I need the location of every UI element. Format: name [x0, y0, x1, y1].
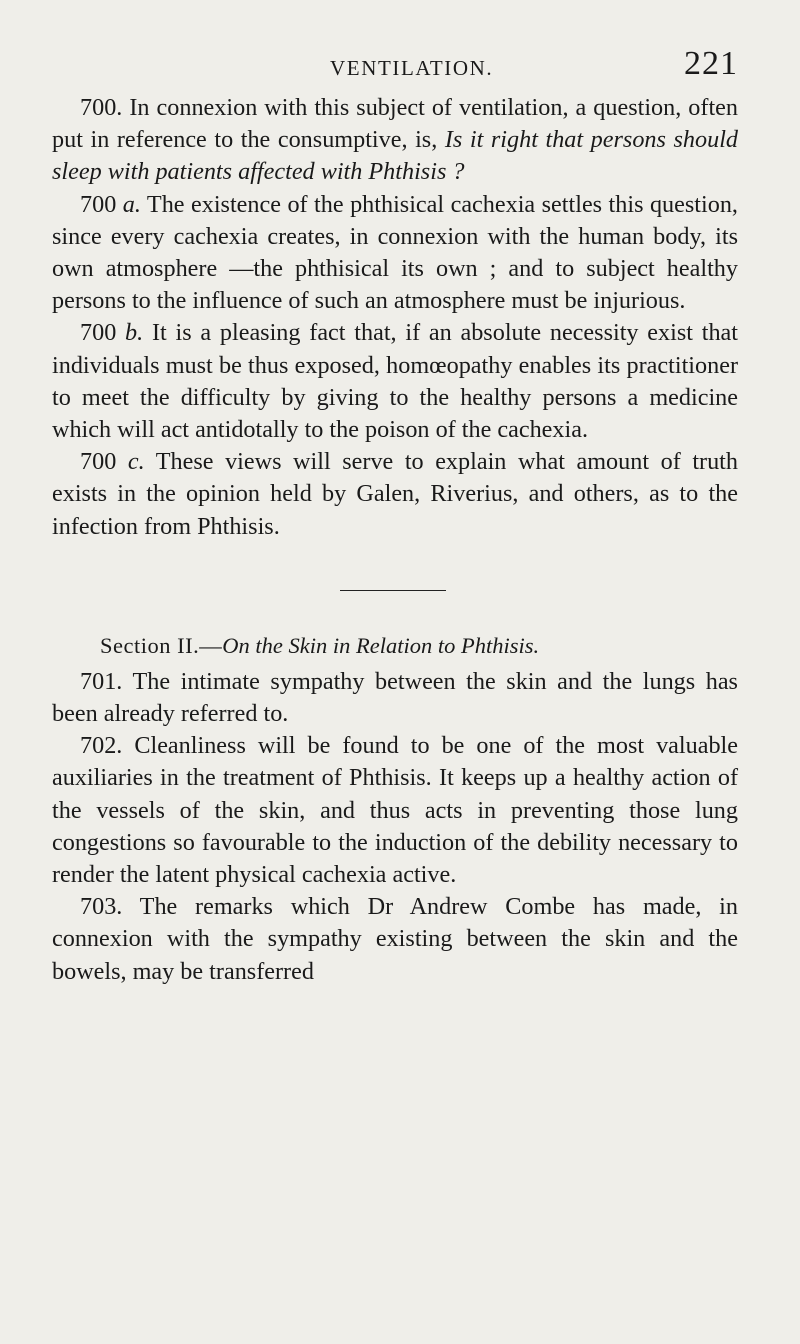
section-label: Section II.—: [100, 632, 223, 658]
paragraph-number: 703.: [80, 893, 123, 921]
paragraph-number: 700: [80, 448, 117, 476]
paragraph-700c: [52, 446, 738, 543]
paragraph-text: In connexion with this subject of ventilation, a question, often put in reference to the consumptive, is,: [52, 94, 739, 154]
question-text: Is it right that persons should sleep with patients affected with Phthisis ?: [52, 126, 739, 186]
paragraph-number: 700: [80, 190, 117, 218]
paragraph-letter: c.: [127, 448, 145, 476]
book-page: [52, 44, 738, 988]
running-head: [52, 44, 738, 92]
paragraph-text: The remarks which Dr Andrew Combe has made, in connexion with the sympathy existing between the skin and the bowels, may be transferred: [52, 893, 738, 985]
paragraph-number: 700: [80, 319, 117, 347]
paragraph-number: 702.: [80, 732, 123, 760]
paragraph-letter: b.: [125, 319, 144, 347]
running-title: VENTILATION.: [330, 56, 494, 80]
section-divider: [340, 590, 446, 591]
paragraph-text: The existence of the phthisical cachexia settles this question, since every cachexia creates, in connexion with the human body, its own atmosphere —the phthisical its own ; and to subject healthy persons to the influence of such an atmosphere must be injurious.: [52, 190, 738, 315]
paragraph-text: Cleanliness will be found to be one of the most valuable auxiliaries in the treatment of Phthisis. It keeps up a healthy action of the vessels of the skin, and thus acts in preventing those lung congestions so favourable to the induction of the debility necessary to render the latent physical cachexia active.: [52, 732, 739, 889]
paragraph-703: [52, 891, 738, 988]
paragraph-text: The intimate sympathy between the skin and the lungs has been already referred to.: [52, 667, 738, 728]
paragraph-702: [52, 730, 738, 891]
section-heading: [52, 630, 738, 662]
paragraph-letter: a.: [122, 190, 141, 218]
page-number: 221: [684, 45, 738, 82]
paragraph-701: [52, 666, 738, 730]
paragraph-text: These views will serve to explain what amount of truth exists in the opinion held by Galen, Riverius, and others, as to the infection from Phthisis.: [52, 448, 738, 540]
paragraph-700: [52, 92, 738, 189]
paragraph-700a: [52, 189, 738, 318]
paragraph-text: It is a pleasing fact that, if an absolute necessity exist that individuals must be thus exposed, homœopathy enables its practitioner to meet the difficulty by giving to the healthy persons a medicine which will act antidotally to the poison of the cachexia.: [52, 319, 738, 444]
paragraph-700b: [52, 317, 738, 446]
paragraph-number: 701.: [80, 667, 123, 695]
paragraph-number: 700.: [80, 94, 123, 121]
section-title: On the Skin in Relation to Phthisis.: [222, 632, 540, 658]
